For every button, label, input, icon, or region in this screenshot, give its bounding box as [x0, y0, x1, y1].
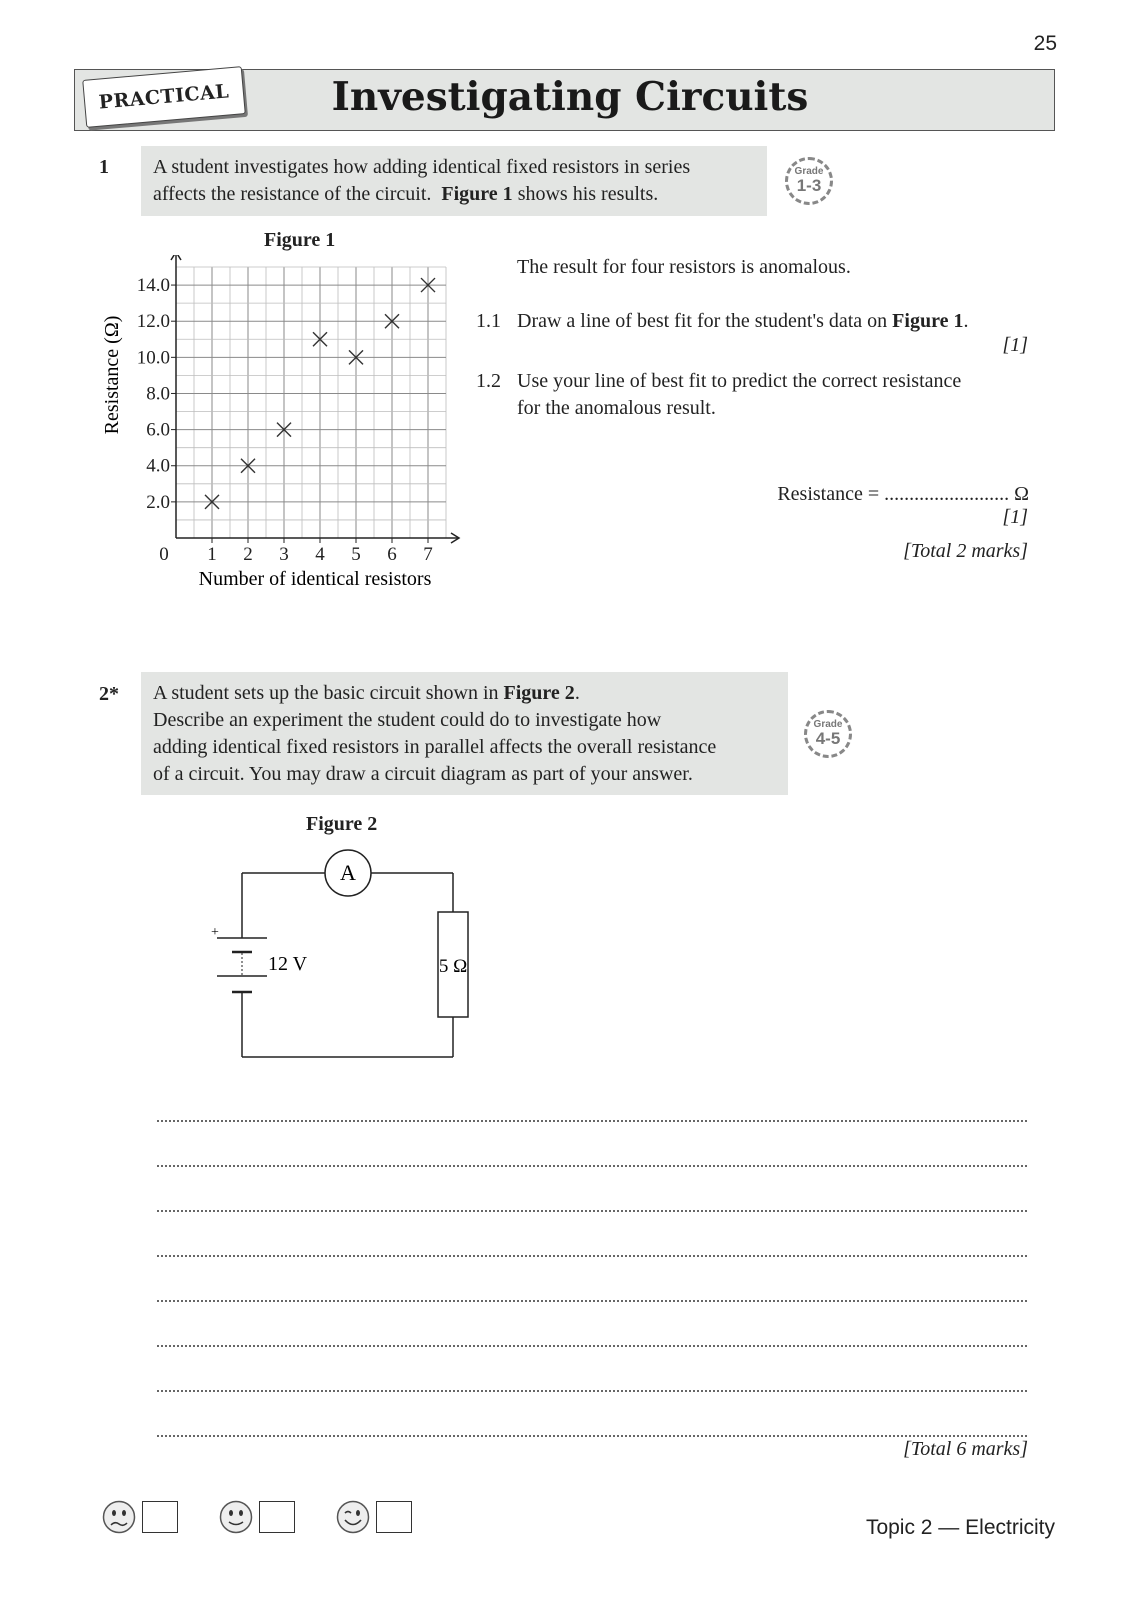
neutral-tick-box[interactable] [259, 1501, 295, 1533]
grade-badge-4-5: Grade 4-5 [804, 710, 852, 758]
grade-badge-1-3: Grade 1-3 [785, 157, 833, 205]
self-assessment-happy [336, 1500, 412, 1534]
figure-1-chart [90, 255, 470, 600]
x-tick-label: 6 [387, 544, 397, 565]
question-2-text-line-2: Describe an experiment the student could do to investigate how [153, 709, 662, 731]
self-assessment-sad [102, 1500, 178, 1534]
figure-2-circuit-diagram [200, 845, 500, 1070]
x-tick-label: 7 [423, 544, 433, 565]
answer-line[interactable] [157, 1390, 1027, 1392]
question-2-number: 2* [99, 683, 119, 705]
x-tick-label: 3 [279, 544, 289, 565]
part-1-1-number: 1.1 [476, 310, 501, 332]
part-1-1-text: Draw a line of best fit for the student's data on Figure 1. [517, 310, 969, 332]
question-2-text-line-3: adding identical fixed resistors in parallel affects the overall resistance [153, 736, 717, 758]
resistance-answer-field[interactable]: Resistance = ......................... Ω [777, 483, 1029, 505]
figure-1-title: Figure 1 [264, 229, 336, 251]
self-assessment-neutral [219, 1500, 295, 1534]
x-tick-label: 2 [243, 544, 253, 565]
figure-2-title: Figure 2 [306, 813, 378, 835]
answer-line[interactable] [157, 1165, 1027, 1167]
part-1-1-mark: [1] [1002, 334, 1028, 356]
y-tick-label: 14.0 [136, 275, 170, 297]
y-tick-label: 2.0 [146, 491, 170, 513]
footer-topic: Topic 2 — Electricity [865, 1516, 1055, 1539]
chart-y-axis-label: Resistance (Ω) [101, 315, 123, 435]
x-tick-label: 4 [315, 544, 325, 565]
part-1-2-text-line-2: for the anomalous result. [517, 397, 716, 419]
y-tick-label: 6.0 [146, 419, 170, 441]
battery-voltage-label: 12 V [268, 953, 308, 975]
battery-plus-label: + [211, 925, 219, 940]
part-1-2-number: 1.2 [476, 370, 501, 392]
question-1-total: [Total 2 marks] [903, 540, 1028, 562]
answer-line[interactable] [157, 1435, 1027, 1437]
answer-line[interactable] [157, 1300, 1027, 1302]
answer-line[interactable] [157, 1255, 1027, 1257]
answer-line[interactable] [157, 1345, 1027, 1347]
anomaly-note: The result for four resistors is anomalous. [517, 256, 851, 278]
y-tick-label: 10.0 [136, 347, 170, 369]
page-number: 25 [1033, 32, 1057, 55]
question-2-text-line-4: of a circuit. You may draw a circuit diagram as part of your answer. [153, 763, 693, 785]
question-2-total: [Total 6 marks] [903, 1438, 1028, 1460]
x-tick-label: 5 [351, 544, 361, 565]
part-1-2-text-line-1: Use your line of best fit to predict the correct resistance [517, 370, 962, 392]
answer-line[interactable] [157, 1210, 1027, 1212]
chart-tick-labels [137, 275, 433, 565]
resistor-label: 5 Ω [438, 956, 468, 977]
page-title: Investigating Circuits [331, 74, 809, 120]
neutral-face-icon [219, 1500, 253, 1534]
chart-x-axis-label: Number of identical resistors [198, 568, 432, 590]
origin-label: 0 [159, 544, 169, 565]
happy-face-icon [336, 1500, 370, 1534]
x-tick-label: 1 [207, 544, 217, 565]
question-2-text-line-1: A student sets up the basic circuit shown in Figure 2. [153, 682, 580, 704]
y-tick-label: 4.0 [146, 455, 170, 477]
question-1-box [141, 146, 767, 216]
question-1-text-line-2: affects the resistance of the circuit. Figure 1 shows his results. [153, 183, 659, 205]
y-tick-label: 8.0 [146, 383, 170, 405]
battery-symbol [217, 938, 267, 992]
part-1-2-mark: [1] [1002, 506, 1028, 528]
happy-tick-box[interactable] [376, 1501, 412, 1533]
question-1-text-line-1: A student investigates how adding identical fixed resistors in series [153, 156, 691, 178]
ammeter-label: A [340, 860, 356, 885]
sad-tick-box[interactable] [142, 1501, 178, 1533]
sad-face-icon [102, 1500, 136, 1534]
question-1-number: 1 [99, 156, 109, 178]
practical-tag: PRACTICAL [82, 66, 246, 128]
answer-line[interactable] [157, 1120, 1027, 1122]
question-2-box [141, 672, 788, 795]
y-tick-label: 12.0 [136, 311, 170, 333]
